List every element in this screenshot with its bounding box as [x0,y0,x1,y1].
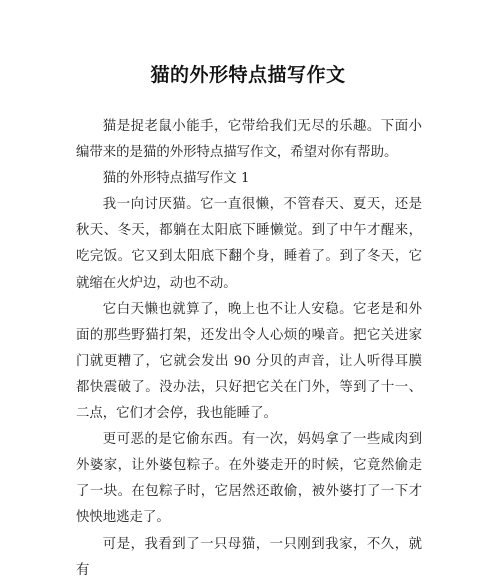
document-body [76,114,422,584]
paragraph-2: 它白天懒也就算了，晚上也不让人安稳。它老是和外面的那些野猫打架，还发出令人心烦的噪音。把它关进家门就更糟了，它就会发出 90 分贝的声音，让人听得耳膜都快震破了。没办法，只好把它关在门外，等到了十一、二点，它们才会停，我也能睡了。 [76,301,422,422]
document-title: 猫的外形特点描写作文 [150,64,346,86]
paragraph-intro: 猫是捉老鼠小能手，它带给我们无尽的乐趣。下面小编带来的是猫的外形特点描写作文，希望对你有帮助。 [76,119,422,161]
paragraph-3: 更可恶的是它偷东西。有一次，妈妈拿了一些咸肉到外婆家，让外婆包粽子。在外婆走开的时候，它竟然偷走了一块。在包粽子时，它居然还敢偷，被外婆打了一下才怏怏地逃走了。 [76,432,422,526]
paragraph-4: 可是，我看到了一只母猫，一只刚到我家，不久，就有 [76,536,422,578]
paragraph-1: 我一向讨厌猫。它一直很懒，不管春天、夏天，还是秋天、冬天，都躺在太阳底下睡懒觉。到了中午才醒来，吃完饭。它又到太阳底下翻个身，睡着了。到了冬天，它就缩在火炉边，动也不动。 [76,197,422,291]
section-heading: 猫的外形特点描写作文 1 [102,171,250,187]
